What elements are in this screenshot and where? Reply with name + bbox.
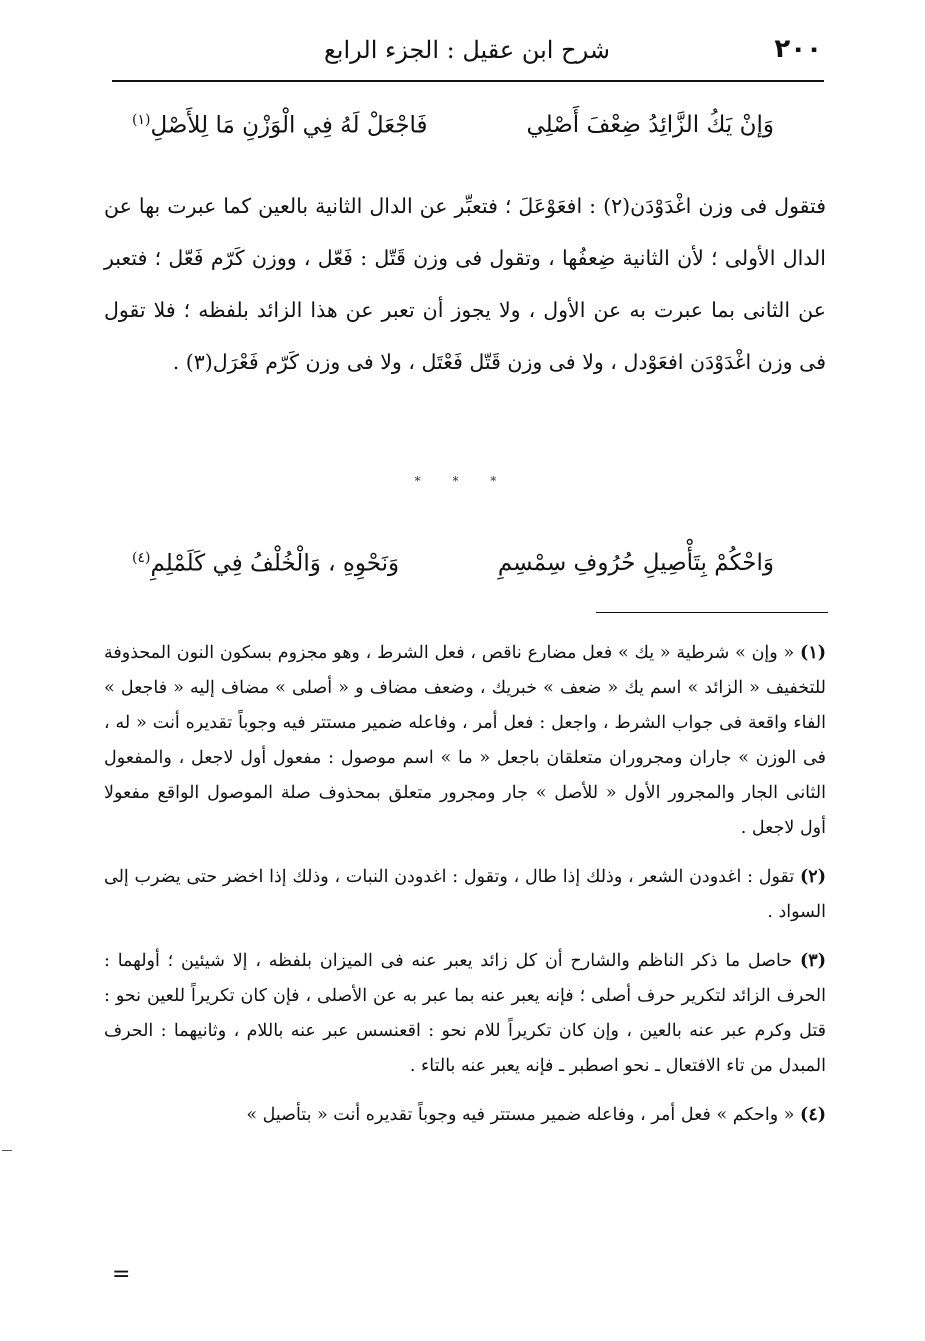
section-separator: * * * [414, 474, 511, 488]
footnote-3-number: (٣) [800, 951, 826, 971]
verse-2-second-hemistich [132, 550, 399, 577]
page-header [112, 28, 822, 80]
verse-1 [112, 104, 824, 150]
continuation-mark: = [112, 1262, 131, 1287]
footnote-ref-1: (١) [132, 112, 151, 128]
verse-1-second-hemistich-text: فَاجْعَلْ لَهُ فِي الْوَزْنِ مَا لِلأَصْلِ [150, 112, 428, 139]
footnote-1-text: « وإن » شرطية « يك » فعل مضارع ناقص ، فعل الشرط ، وهو مجزوم بسكون النون المحذوفة للتخفيف « الزائد » اسم يك « ضعف » خبريك ، وضعف مضاف و « أصلى » مضاف إليه « فاجعل » الفاء واقعة فى جواب الشرط ، واجعل : فعل أمر ، وفاعله ضمير مستتر فيه وجوباً تقديره أنت « له ، فى الوزن » جاران ومجروران متعلقان باجعل « ما » اسم موصول : مفعول أول لاجعل ، والمفعول الثانى الجار والمجرور الأول « للأصل » جار ومجرور متعلق بمحذوف صلة الموصول الواقع مفعولا أول لاجعل . [104, 643, 826, 838]
footnote-2-number: (٢) [800, 867, 826, 887]
footnote-2-text: تقول : اغدودن الشعر ، وذلك إذا طال ، وتقول : اغدودن النبات ، وذلك إذا اخضر حتى يضرب إلى السواد . [104, 867, 826, 922]
header-rule [112, 80, 824, 82]
footnote-4-number: (٤) [800, 1105, 826, 1125]
footnote-4-text: « واحكم » فعل أمر ، وفاعله ضمير مستتر فيه وجوباً تقديره أنت « بتأصيل » [246, 1105, 795, 1125]
commentary-paragraph: فتقول فى وزن اغْدَوْدَن(٢) : افعَوْعَلَ ؛ فتعبِّر عن الدال الثانية بالعين كما عبرت بها عن الدال الأولى ؛ لأن الثانية ضِعفُها ، وتقول فى وزن قَتّل : فَعّل ، ووزن كَرّم فَعّل ؛ فتعبر عن الثانى بما عبرت به عن الأول ، ولا يجوز أن تعبر عن هذا الزائد بلفظه ؛ فلا تقول فى وزن اغْدَوْدَن افعَوْدل ، ولا فى وزن قَتّل فَعْتَل ، ولا فى وزن كَرّم فَعْرَل(٣) . [104, 194, 827, 374]
verse-1-first-hemistich: وَإنْ يَكُ الزَّائِدُ ضِعْفَ أَصْلِي [526, 112, 774, 138]
verse-2-second-hemistich-text: وَنَحْوِهِ ، وَالْخُلْفُ فِي كَلَمْلِمِ [150, 550, 400, 577]
footnote-1 [104, 636, 826, 846]
footnote-ref-4: (٤) [132, 550, 151, 566]
footnote-rule [596, 612, 828, 613]
footnote-1-number: (١) [800, 643, 826, 663]
footnote-3-text: حاصل ما ذكر الناظم والشارح أن كل زائد يعبر عنه فى الميزان بلفظه ، إلا شيئين ؛ أولهما : الحرف الزائد لتكرير حرف أصلى ؛ فإنه يعبر عنه بما عبر به عن الأصلى ، فإن كان تكريراً للعين نحو : قتل وكرم عبر عنه بالعين ، وإن كان تكريراً للام نحو : اقعنسس عبر عنه باللام ، وثانيهما : الحرف المبدل من تاء الافتعال ـ نحو اصطبر ـ فإنه يعبر عنه بالتاء . [104, 951, 826, 1076]
verse-2 [112, 542, 824, 588]
footnotes [104, 636, 826, 1147]
verse-1-second-hemistich [132, 112, 428, 139]
page-number: ٢٠٠ [774, 34, 822, 64]
verse-2-first-hemistich: وَاحْكُمْ بِتَأْصِيلِ حُرُوفِ سِمْسِمِ [497, 550, 774, 576]
footnote-4 [104, 1098, 826, 1133]
margin-tick [2, 1150, 12, 1151]
running-title: شرح ابن عقيل : الجزء الرابع [324, 36, 610, 64]
footnote-3 [104, 944, 826, 1084]
footnote-2 [104, 860, 826, 930]
